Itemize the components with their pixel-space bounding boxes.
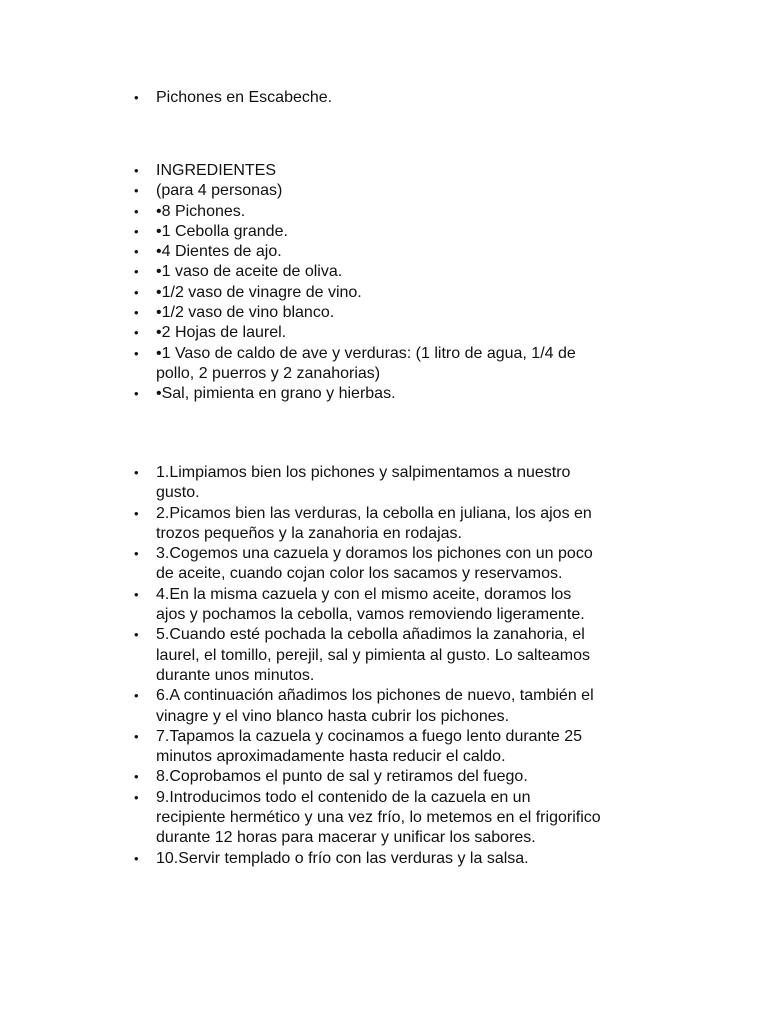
step-item (128, 686, 688, 727)
bullet-marker: • (134, 244, 139, 260)
ingredient-item (128, 283, 688, 303)
step-item-line: laurel, el tomillo, perejil, sal y pimienta al gusto. Lo salteamos (156, 646, 590, 664)
step-item-line: recipiente hermético y una vez frío, lo metemos en el frigorifico (156, 809, 601, 827)
bullet-marker: • (134, 688, 139, 704)
ingredient-item (128, 222, 688, 242)
step-item-line: gusto. (156, 484, 200, 502)
ingredient-item (128, 344, 688, 385)
bullet-marker: • (134, 163, 139, 178)
bullet-marker: • (134, 769, 139, 785)
step-item (128, 767, 688, 787)
ingredient-item-line: •1 Cebolla grande. (156, 222, 288, 240)
bullet-marker: • (134, 325, 139, 341)
step-item (128, 585, 688, 626)
ingredient-item (128, 323, 688, 343)
ingredients-list (128, 161, 688, 405)
ingredient-item (128, 242, 688, 262)
step-item-line: ajos y pochamos la cebolla, vamos removiendo ligeramente. (156, 606, 585, 624)
bullet-marker: • (134, 386, 139, 402)
bullet-marker: • (134, 203, 139, 219)
step-item-line: trozos pequeños y la zanahoria en rodajas. (156, 524, 462, 542)
bullet-marker: • (134, 284, 139, 300)
step-item-line: minutos aproximadamente hasta reducir el caldo. (156, 748, 506, 766)
bullet-marker: • (134, 465, 139, 480)
ingredient-item-line: •8 Pichones. (156, 202, 246, 220)
step-item-line: de aceite, cuando cojan color los sacamos y reservamos. (156, 565, 563, 583)
ingredient-item (128, 262, 688, 282)
title-list (128, 88, 688, 108)
bullet-marker: • (134, 345, 139, 361)
recipe-title (128, 88, 688, 108)
ingredient-item (128, 161, 688, 181)
bullet-marker: • (134, 627, 139, 643)
step-item-line: 10.Servir templado o frío con las verduras y la salsa. (156, 849, 529, 867)
step-item (128, 463, 688, 504)
step-item-line: 7.Tapamos la cazuela y cocinamos a fuego lento durante 25 (156, 727, 583, 745)
ingredient-item (128, 202, 688, 222)
bullet-marker: • (134, 264, 139, 280)
step-item (128, 544, 688, 585)
ingredient-item-line: •1/2 vaso de vino blanco. (156, 304, 335, 322)
ingredient-item-line: (para 4 personas) (156, 182, 283, 200)
bullet-marker: • (134, 90, 139, 105)
step-item (128, 849, 688, 869)
ingredient-item (128, 181, 688, 201)
ingredient-item-line: •2 Hojas de laurel. (156, 324, 287, 342)
bullet-marker: • (134, 546, 139, 562)
bullet-marker: • (134, 586, 139, 602)
step-item-line: durante unos minutos. (156, 666, 315, 684)
recipe-title-text: Pichones en Escabeche. (156, 89, 333, 106)
ingredient-item-line: pollo, 2 puerros y 2 zanahorias) (156, 364, 381, 382)
step-item-line: 8.Coprobamos el punto de sal y retiramos del fuego. (156, 768, 528, 786)
bullet-marker: • (134, 789, 139, 805)
bullet-marker: • (134, 850, 139, 866)
step-item-line: 5.Cuando esté pochada la cebolla añadimos la zanahoria, el (156, 626, 585, 644)
ingredient-item-line: •1 Vaso de caldo de ave y verduras: (1 litro de agua, 1/4 de (156, 344, 576, 362)
step-item-line: 4.En la misma cazuela y con el mismo aceite, doramos los (156, 585, 572, 603)
step-item-line: durante 12 horas para macerar y unificar los sabores. (156, 829, 536, 847)
step-item (128, 504, 688, 545)
step-item (128, 625, 688, 686)
steps-list (128, 463, 688, 869)
bullet-marker: • (134, 183, 139, 199)
bullet-marker: • (134, 305, 139, 321)
bullet-marker: • (134, 223, 139, 239)
step-item-line: 9.Introducimos todo el contenido de la cazuela en un (156, 788, 531, 806)
step-item-line: 2.Picamos bien las verduras, la cebolla en juliana, los ajos en (156, 504, 592, 522)
step-item (128, 788, 688, 849)
bullet-marker: • (134, 728, 139, 744)
ingredient-item-line: •1/2 vaso de vinagre de vino. (156, 283, 362, 301)
step-item-line: 1.Limpiamos bien los pichones y salpimentamos a nuestro (156, 464, 571, 481)
step-item-line: vinagre y el vino blanco hasta cubrir los pichones. (156, 707, 510, 725)
ingredient-item-line: INGREDIENTES (156, 162, 277, 179)
step-item (128, 727, 688, 768)
ingredient-item (128, 384, 688, 404)
step-item-line: 3.Cogemos una cazuela y doramos los pichones con un poco (156, 545, 593, 563)
ingredient-item-line: •1 vaso de aceite de oliva. (156, 263, 343, 281)
ingredient-item-line: •Sal, pimienta en grano y hierbas. (156, 385, 396, 403)
bullet-marker: • (134, 505, 139, 521)
ingredient-item (128, 303, 688, 323)
ingredient-item-line: •4 Dientes de ajo. (156, 243, 282, 261)
step-item-line: 6.A continuación añadimos los pichones de nuevo, también el (156, 687, 594, 705)
